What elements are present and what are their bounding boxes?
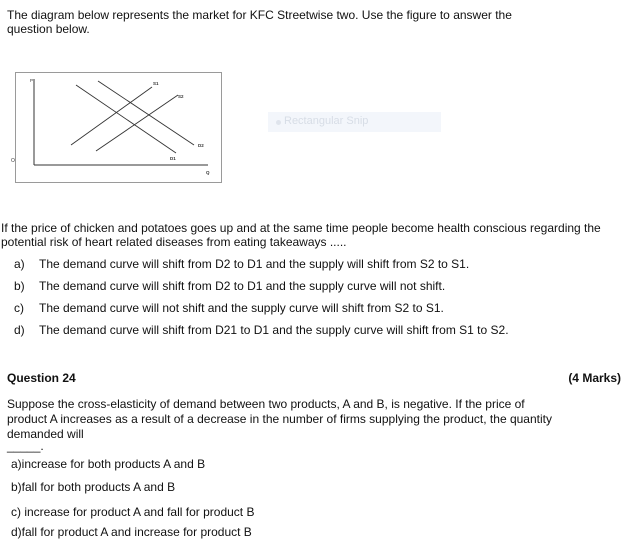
supply-demand-diagram — [15, 72, 222, 183]
supply-curve-s2 — [96, 95, 178, 151]
option-label: d) — [14, 323, 25, 337]
question-stem: If the price of chicken and potatoes goes up and at the same time people become health conscious regarding the potential risk of heart related diseases from eating takeaways ..... — [1, 221, 601, 249]
intro-text: The diagram below represents the market for KFC Streetwise two. Use the figure to answer the question below. — [7, 8, 512, 36]
option-label: b) — [14, 279, 25, 293]
label-d1: D1 — [170, 156, 176, 161]
question-24-title: Question 24 — [7, 371, 76, 385]
option-label: c) — [14, 301, 24, 315]
option-c[interactable] — [14, 301, 444, 315]
option-b[interactable] — [14, 279, 445, 293]
question-24-marks: (4 Marks) — [568, 371, 621, 385]
demand-curve-d1 — [76, 85, 176, 153]
axis-label-q: Q — [206, 170, 210, 175]
option-label: a) — [14, 257, 25, 271]
question-24-stem: Suppose the cross-elasticity of demand between two products, A and B, is negative. If the price of product A increases as a result of a decrease in the number of firms supplying the product, the quantity demanded will — [7, 397, 552, 441]
q24-option-d[interactable]: d)fall for product A and increase for product B — [11, 525, 252, 539]
rectangular-snip-overlay — [268, 112, 441, 132]
option-text: The demand curve will shift from D2 to D1 and the supply will shift from S2 to S1. — [39, 257, 470, 271]
option-text: The demand curve will not shift and the supply curve will shift from S2 to S1. — [39, 301, 444, 315]
demand-curve-d2 — [98, 81, 194, 145]
diagram-svg — [16, 73, 221, 182]
answer-blank: _____. — [7, 439, 44, 453]
axis-label-p: P — [30, 78, 34, 83]
label-s1: S1 — [153, 81, 159, 86]
origin-label: O — [11, 158, 15, 164]
option-a[interactable] — [14, 257, 469, 271]
option-text: The demand curve will shift from D21 to D1 and the supply curve will shift from S1 to S2. — [39, 323, 509, 337]
label-s2: S2 — [178, 94, 184, 99]
snip-label: Rectangular Snip — [284, 115, 369, 127]
supply-curve-s1 — [71, 87, 152, 145]
label-d2: D2 — [198, 143, 204, 148]
option-text: The demand curve will shift from D2 to D1 and the supply curve will not shift. — [39, 279, 446, 293]
q24-option-c[interactable]: c) increase for product A and fall for product B — [11, 505, 255, 519]
q24-option-b[interactable]: b)fall for both products A and B — [11, 480, 176, 494]
option-d[interactable] — [14, 323, 509, 337]
snip-dot-icon — [276, 120, 281, 125]
q24-option-a[interactable]: a)increase for both products A and B — [11, 457, 206, 471]
